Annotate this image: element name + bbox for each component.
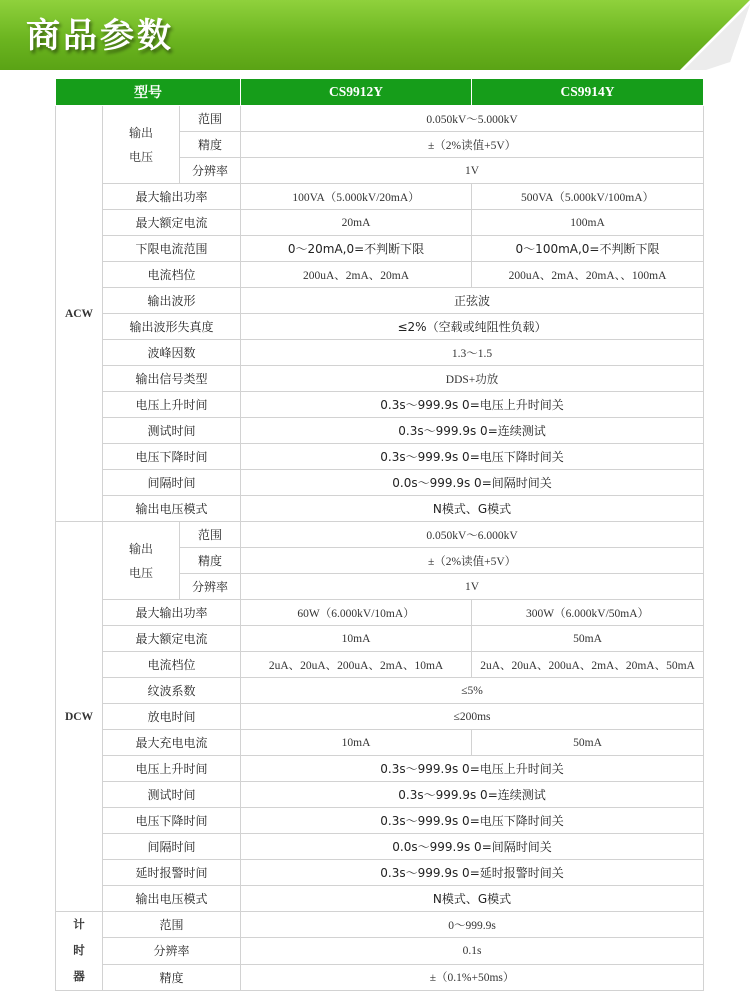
acw-current-range-b: 200uA、2mA、20mA、、100mA	[472, 262, 704, 288]
dcw-mode-value: N模式、G模式	[241, 886, 704, 912]
dcw-range-value: 0.050kV～6.000kV	[241, 522, 704, 548]
acw-rise-value: 0.3s～999.9s 0=电压上升时间关	[241, 392, 704, 418]
dcw-charge-a: 10mA	[241, 730, 472, 756]
table-row	[56, 912, 704, 938]
dcw-ripple-label: 纹波系数	[103, 678, 241, 704]
acw-crest-label: 波峰因数	[103, 340, 241, 366]
acw-test-label: 测试时间	[103, 418, 241, 444]
dcw-current-range-b: 2uA、20uA、200uA、2mA、20mA、50mA	[472, 652, 704, 678]
table-row	[56, 262, 704, 288]
dcw-resolution-label: 分辨率	[180, 574, 241, 600]
dcw-discharge-label: 放电时间	[103, 704, 241, 730]
acw-lower-limit-label: 下限电流范围	[103, 236, 241, 262]
table-row	[56, 444, 704, 470]
dcw-accuracy-value: ±（2%读值+5V）	[241, 548, 704, 574]
acw-test-value: 0.3s～999.9s 0=连续测试	[241, 418, 704, 444]
timer-accuracy-label: 精度	[103, 964, 241, 990]
model-header: 型号	[56, 79, 241, 106]
acw-interval-label: 间隔时间	[103, 470, 241, 496]
acw-section-label: ACW	[56, 106, 103, 522]
acw-max-current-label: 最大额定电流	[103, 210, 241, 236]
dcw-max-power-label: 最大输出功率	[103, 600, 241, 626]
acw-distortion-label: 输出波形失真度	[103, 314, 241, 340]
table-row	[56, 418, 704, 444]
table-row	[56, 470, 704, 496]
dcw-fall-label: 电压下降时间	[103, 808, 241, 834]
table-row	[56, 106, 704, 132]
table-row	[56, 886, 704, 912]
dcw-test-value: 0.3s～999.9s 0=连续测试	[241, 782, 704, 808]
acw-max-power-b: 500VA（5.000kV/100mA）	[472, 184, 704, 210]
acw-voltage-line1: 输出	[128, 125, 153, 140]
acw-max-current-b: 100mA	[472, 210, 704, 236]
acw-range-value: 0.050kV～5.000kV	[241, 106, 704, 132]
table-row	[56, 600, 704, 626]
timer-resolution-value: 0.1s	[241, 938, 704, 964]
timer-resolution-label: 分辨率	[103, 938, 241, 964]
acw-accuracy-value: ±（2%读值+5V）	[241, 132, 704, 158]
acw-waveform-label: 输出波形	[103, 288, 241, 314]
acw-mode-label: 输出电压模式	[103, 496, 241, 522]
dcw-fall-value: 0.3s～999.9s 0=电压下降时间关	[241, 808, 704, 834]
dcw-current-range-a: 2uA、20uA、200uA、2mA、10mA	[241, 652, 472, 678]
acw-rise-label: 电压上升时间	[103, 392, 241, 418]
acw-crest-value: 1.3～1.5	[241, 340, 704, 366]
table-row	[56, 210, 704, 236]
timer-range-label: 范围	[103, 912, 241, 938]
acw-signal-value: DDS+功放	[241, 366, 704, 392]
table-row	[56, 340, 704, 366]
banner	[0, 0, 750, 70]
acw-max-power-label: 最大输出功率	[103, 184, 241, 210]
page-curl-icon	[670, 0, 750, 70]
acw-voltage-group	[103, 106, 180, 184]
dcw-voltage-group	[103, 522, 180, 600]
acw-max-power-a: 100VA（5.000kV/20mA）	[241, 184, 472, 210]
timer-section-label	[56, 912, 103, 991]
table-row	[56, 964, 704, 990]
table-row	[56, 834, 704, 860]
dcw-mode-label: 输出电压模式	[103, 886, 241, 912]
model-b-header: CS9914Y	[472, 79, 704, 106]
dcw-resolution-value: 1V	[241, 574, 704, 600]
acw-voltage-line2: 电压	[128, 149, 153, 164]
table-row	[56, 184, 704, 210]
dcw-rise-value: 0.3s～999.9s 0=电压上升时间关	[241, 756, 704, 782]
dcw-voltage-line2: 电压	[128, 565, 153, 580]
acw-resolution-label: 分辨率	[180, 158, 241, 184]
dcw-range-label: 范围	[180, 522, 241, 548]
acw-distortion-value: ≤2%（空载或纯阻性负载）	[241, 314, 704, 340]
dcw-discharge-value: ≤200ms	[241, 704, 704, 730]
acw-range-label: 范围	[180, 106, 241, 132]
table-row	[56, 782, 704, 808]
table-row	[56, 236, 704, 262]
dcw-max-power-a: 60W（6.000kV/10mA）	[241, 600, 472, 626]
model-a-header: CS9912Y	[241, 79, 472, 106]
acw-lower-limit-b: 0～100mA,0=不判断下限	[472, 236, 704, 262]
table-row	[56, 288, 704, 314]
table-row	[56, 366, 704, 392]
acw-current-range-label: 电流档位	[103, 262, 241, 288]
table-header-row	[56, 79, 704, 106]
dcw-max-current-label: 最大额定电流	[103, 626, 241, 652]
acw-current-range-a: 200uA、2mA、20mA	[241, 262, 472, 288]
table-row	[56, 678, 704, 704]
acw-resolution-value: 1V	[241, 158, 704, 184]
acw-waveform-value: 正弦波	[241, 288, 704, 314]
acw-interval-value: 0.0s～999.9s 0=间隔时间关	[241, 470, 704, 496]
table-row	[56, 652, 704, 678]
table-row	[56, 730, 704, 756]
table-row	[56, 626, 704, 652]
table-row	[56, 314, 704, 340]
banner-title: 商品参数	[26, 16, 174, 56]
acw-lower-limit-a: 0～20mA,0=不判断下限	[241, 236, 472, 262]
timer-char-3: 器	[73, 971, 85, 983]
dcw-alarm-label: 延时报警时间	[103, 860, 241, 886]
dcw-rise-label: 电压上升时间	[103, 756, 241, 782]
timer-char-2: 时	[73, 945, 85, 957]
timer-range-value: 0～999.9s	[241, 912, 704, 938]
acw-fall-value: 0.3s～999.9s 0=电压下降时间关	[241, 444, 704, 470]
dcw-max-power-b: 300W（6.000kV/50mA）	[472, 600, 704, 626]
acw-accuracy-label: 精度	[180, 132, 241, 158]
acw-max-current-a: 20mA	[241, 210, 472, 236]
dcw-interval-value: 0.0s～999.9s 0=间隔时间关	[241, 834, 704, 860]
dcw-charge-label: 最大充电电流	[103, 730, 241, 756]
dcw-max-current-a: 10mA	[241, 626, 472, 652]
dcw-alarm-value: 0.3s～999.9s 0=延时报警时间关	[241, 860, 704, 886]
dcw-section-label: DCW	[56, 522, 103, 912]
dcw-max-current-b: 50mA	[472, 626, 704, 652]
dcw-test-label: 测试时间	[103, 782, 241, 808]
acw-signal-label: 输出信号类型	[103, 366, 241, 392]
dcw-current-range-label: 电流档位	[103, 652, 241, 678]
table-row	[56, 808, 704, 834]
acw-mode-value: N模式、G模式	[241, 496, 704, 522]
dcw-voltage-line1: 输出	[128, 541, 153, 556]
dcw-ripple-value: ≤5%	[241, 678, 704, 704]
spec-table	[55, 78, 704, 991]
table-row	[56, 392, 704, 418]
table-row	[56, 938, 704, 964]
dcw-charge-b: 50mA	[472, 730, 704, 756]
dcw-interval-label: 间隔时间	[103, 834, 241, 860]
timer-accuracy-value: ±（0.1%+50ms）	[241, 964, 704, 990]
dcw-accuracy-label: 精度	[180, 548, 241, 574]
timer-char-1: 计	[73, 919, 85, 931]
table-row	[56, 756, 704, 782]
table-row	[56, 704, 704, 730]
acw-fall-label: 电压下降时间	[103, 444, 241, 470]
table-row	[56, 496, 704, 522]
table-row	[56, 860, 704, 886]
table-row	[56, 522, 704, 548]
